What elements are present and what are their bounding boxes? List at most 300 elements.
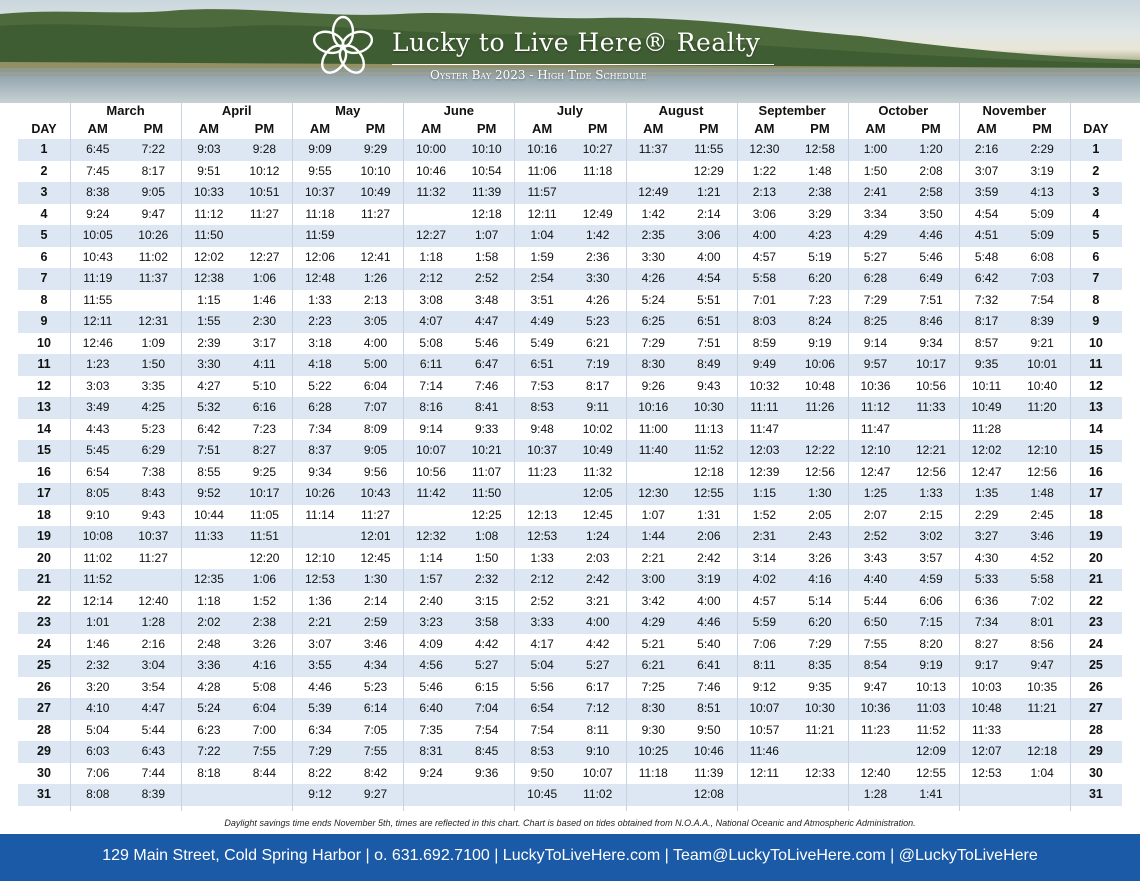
pm-time: 1:46 — [252, 292, 277, 307]
pm-time: 4:00 — [697, 249, 721, 264]
column-divider — [292, 103, 293, 811]
brand-block — [308, 12, 788, 92]
pm-time: 3:54 — [141, 679, 165, 694]
am-time: 11:52 — [83, 572, 113, 586]
pm-time: 11:21 — [1027, 701, 1057, 715]
day-number: 20 — [37, 550, 51, 565]
am-time: 5:58 — [752, 271, 777, 285]
pm-header: PM — [143, 121, 164, 136]
am-time: 1:15 — [197, 292, 221, 307]
pm-time: 8:35 — [808, 658, 832, 672]
pm-time: 12:29 — [693, 163, 724, 178]
table-row — [18, 290, 1122, 312]
pm-time: 8:46 — [919, 314, 943, 328]
am-time: 7:29 — [308, 744, 332, 758]
am-time: 10:36 — [860, 378, 891, 393]
am-time: 2:21 — [641, 550, 665, 565]
pm-time: 6:08 — [1030, 249, 1054, 264]
am-time: 1:22 — [752, 163, 777, 178]
pm-time: 9:35 — [808, 679, 832, 694]
am-time: 1:33 — [530, 550, 554, 565]
am-time: 7:06 — [86, 765, 110, 780]
table-row — [18, 354, 1122, 376]
pm-time: 9:19 — [919, 658, 943, 672]
am-time: 1:35 — [974, 486, 999, 500]
day-number: 17 — [37, 486, 51, 500]
am-time: 5:32 — [197, 400, 221, 414]
table-row — [18, 548, 1122, 570]
day-number-right: 18 — [1088, 507, 1103, 522]
day-number-right: 14 — [1088, 421, 1103, 436]
day-number: 10 — [37, 335, 51, 350]
pm-time: 1:06 — [252, 271, 277, 285]
day-number: 25 — [37, 658, 51, 672]
contact-footer — [0, 834, 1140, 881]
day-number: 13 — [37, 400, 51, 414]
table-row — [18, 333, 1122, 355]
am-time: 4:27 — [197, 378, 221, 393]
pm-time: 11:20 — [1027, 400, 1057, 414]
am-time: 3:23 — [419, 615, 443, 629]
pm-time: 2:13 — [363, 292, 388, 307]
am-time: 9:49 — [752, 357, 777, 371]
pm-time: 8:17 — [141, 163, 165, 178]
pm-time: 6:04 — [363, 378, 388, 393]
pm-time: 3:46 — [363, 636, 388, 651]
pm-time: 7:03 — [1030, 271, 1054, 285]
day-number-right: 1 — [1092, 142, 1100, 156]
pm-time: 7:05 — [363, 722, 388, 737]
pm-time: 4:42 — [586, 636, 610, 651]
pm-time: 4:23 — [808, 228, 832, 242]
am-time: 2:40 — [419, 593, 443, 608]
pm-time: 9:50 — [697, 722, 721, 737]
am-time: 11:28 — [972, 421, 1002, 436]
pm-time: 6:14 — [363, 701, 388, 715]
day-number-right: 10 — [1088, 335, 1103, 350]
am-time: 2:41 — [863, 185, 888, 199]
pm-time — [1014, 720, 1070, 742]
day-number: 2 — [40, 163, 48, 178]
pm-time: 4:34 — [363, 658, 388, 672]
pm-time: 2:15 — [919, 507, 943, 522]
am-time: 10:44 — [193, 507, 224, 522]
am-time: 12:13 — [527, 507, 558, 522]
pm-time: 7:54 — [474, 722, 499, 737]
pm-time: 11:39 — [472, 185, 502, 199]
am-time: 7:51 — [197, 443, 221, 457]
pm-time: 10:01 — [1027, 357, 1058, 371]
pm-time: 7:15 — [919, 615, 943, 629]
pm-time: 5:19 — [808, 249, 832, 264]
pm-time: 9:36 — [474, 765, 499, 780]
pm-time: 10:21 — [471, 443, 502, 457]
am-time: 11:46 — [749, 744, 779, 758]
am-time: 10:16 — [527, 142, 558, 156]
pm-time: 6:49 — [919, 271, 943, 285]
am-time: 10:57 — [749, 722, 780, 737]
pm-time: 12:33 — [804, 765, 835, 780]
am-time: 2:02 — [197, 615, 221, 629]
am-time: 12:40 — [860, 765, 891, 780]
pm-header: PM — [810, 121, 830, 136]
pm-time: 12:56 — [1027, 464, 1058, 479]
pm-time: 10:56 — [916, 378, 947, 393]
am-time — [626, 784, 682, 806]
am-time: 11:47 — [860, 421, 891, 436]
pm-time: 2:29 — [1030, 142, 1054, 156]
column-divider — [848, 103, 849, 811]
pm-time: 11:02 — [138, 249, 168, 264]
pm-time: 3:15 — [474, 593, 499, 608]
am-time: 6:28 — [308, 400, 332, 414]
am-time: 12:10 — [304, 550, 335, 565]
pm-time — [792, 784, 848, 806]
am-time: 5:22 — [308, 378, 332, 393]
am-time: 5:21 — [641, 636, 665, 651]
month-header: May — [335, 103, 361, 118]
pm-time: 11:03 — [916, 701, 946, 715]
am-time: 8:17 — [974, 314, 999, 328]
am-time: 5:04 — [86, 722, 110, 737]
pm-time: 8:42 — [363, 765, 388, 780]
day-number-right: 12 — [1088, 378, 1103, 393]
pm-time — [903, 419, 959, 441]
pm-time: 7:23 — [252, 421, 277, 436]
pm-time: 7:38 — [141, 464, 165, 479]
pm-time: 6:51 — [697, 314, 721, 328]
am-time: 9:12 — [308, 787, 332, 801]
am-time: 3:42 — [641, 593, 665, 608]
pm-time: 9:19 — [808, 335, 832, 350]
pm-time: 1:31 — [697, 507, 721, 522]
pm-time: 12:18 — [693, 464, 724, 479]
am-time: 11:18 — [305, 206, 335, 221]
pm-time: 1:26 — [363, 271, 388, 285]
am-time: 10:48 — [971, 701, 1002, 715]
am-time: 11:06 — [527, 163, 557, 178]
am-time: 7:22 — [197, 744, 221, 758]
pm-time: 12:25 — [471, 507, 502, 522]
am-time: 9:17 — [974, 658, 999, 672]
am-time: 6:54 — [530, 701, 554, 715]
day-number: 12 — [37, 378, 51, 393]
am-time: 12:47 — [860, 464, 891, 479]
pm-time: 4:00 — [363, 335, 388, 350]
pm-time: 9:47 — [1030, 658, 1054, 672]
pm-header: PM — [365, 121, 386, 136]
am-time: 9:55 — [308, 163, 332, 178]
pm-time: 3:02 — [919, 529, 943, 543]
pm-time: 2:03 — [586, 550, 610, 565]
am-time: 11:23 — [860, 722, 891, 737]
am-time: 10:32 — [749, 378, 780, 393]
pm-time: 7:29 — [808, 636, 832, 651]
day-number-right: 3 — [1092, 185, 1100, 199]
pm-time: 10:02 — [582, 421, 613, 436]
am-time: 12:49 — [638, 185, 669, 199]
pm-time: 7:51 — [697, 335, 721, 350]
table-row — [18, 784, 1122, 806]
am-time: 6:45 — [86, 142, 110, 156]
pm-time: 10:06 — [804, 357, 835, 371]
am-time: 6:36 — [974, 593, 999, 608]
pm-time — [237, 784, 293, 806]
pm-time: 1:58 — [474, 249, 499, 264]
am-header: AM — [643, 121, 664, 136]
pm-time: 10:49 — [360, 185, 391, 199]
day-number: 31 — [37, 787, 51, 801]
day-number-right: 2 — [1092, 163, 1100, 178]
am-time: 2:52 — [530, 593, 554, 608]
table-row — [18, 569, 1122, 591]
am-time: 8:25 — [863, 314, 888, 328]
am-time: 9:14 — [419, 421, 443, 436]
pm-time: 12:55 — [693, 486, 724, 500]
am-time: 10:05 — [82, 228, 113, 242]
day-number-right: 23 — [1088, 615, 1103, 629]
pm-time: 11:51 — [249, 529, 279, 543]
pm-time: 12:56 — [804, 464, 835, 479]
pm-time: 5:44 — [141, 722, 165, 737]
am-time: 3:06 — [752, 206, 777, 221]
am-time: 10:49 — [971, 400, 1002, 414]
am-time: 3:00 — [641, 572, 665, 586]
am-time: 5:04 — [530, 658, 554, 672]
am-time: 12:30 — [638, 486, 669, 500]
am-time: 1:46 — [86, 636, 110, 651]
am-time: 9:57 — [863, 357, 888, 371]
am-time — [292, 526, 348, 548]
am-time: 2:32 — [86, 658, 110, 672]
day-number-right: 9 — [1092, 314, 1100, 328]
table-row — [18, 376, 1122, 398]
table-row — [18, 247, 1122, 269]
table-row — [18, 204, 1122, 226]
am-time: 3:43 — [863, 550, 888, 565]
am-time: 9:09 — [308, 142, 332, 156]
am-time: 8:18 — [197, 765, 221, 780]
pm-time: 11:32 — [583, 464, 613, 479]
am-time: 12:53 — [527, 529, 558, 543]
pm-time — [126, 569, 182, 591]
am-header: AM — [309, 121, 331, 136]
day-number: 21 — [37, 572, 51, 586]
am-time: 4:10 — [86, 701, 110, 715]
table-row — [18, 182, 1122, 204]
am-time: 2:39 — [197, 335, 221, 350]
am-time: 3:49 — [86, 400, 110, 414]
pm-time: 10:26 — [138, 228, 169, 242]
am-time: 8:05 — [86, 486, 110, 500]
table-row — [18, 591, 1122, 613]
am-time: 12:11 — [527, 206, 557, 221]
pm-time: 3:26 — [808, 550, 832, 565]
am-time: 4:46 — [308, 679, 332, 694]
am-time: 1:04 — [530, 228, 554, 242]
brand-name: Lucky to Live Here® Realty — [392, 28, 761, 57]
table-row — [18, 483, 1122, 505]
am-time: 3:33 — [530, 615, 554, 629]
am-time: 10:56 — [416, 464, 447, 479]
pm-time: 1:08 — [474, 529, 499, 543]
pm-time: 4:54 — [697, 271, 721, 285]
header-banner — [0, 0, 1140, 103]
day-number: 9 — [40, 314, 48, 328]
am-time: 4:29 — [641, 615, 665, 629]
pm-time: 1:09 — [141, 335, 165, 350]
pm-time: 2:58 — [919, 185, 943, 199]
pm-time: 12:49 — [582, 206, 613, 221]
table-row — [18, 440, 1122, 462]
column-divider — [403, 103, 404, 811]
am-time: 12:53 — [971, 765, 1002, 780]
pm-time: 5:40 — [697, 636, 721, 651]
am-time: 8:16 — [419, 400, 443, 414]
pm-time: 4:42 — [474, 636, 499, 651]
pm-time: 4:47 — [474, 314, 499, 328]
am-time: 1:18 — [419, 249, 443, 264]
pm-time: 10:17 — [249, 486, 280, 500]
am-time: 12:06 — [304, 249, 335, 264]
am-time: 9:24 — [86, 206, 110, 221]
pm-time: 10:51 — [249, 185, 280, 199]
am-time: 3:51 — [530, 292, 554, 307]
day-number-right: 6 — [1092, 249, 1100, 264]
am-time: 12:02 — [971, 443, 1002, 457]
pm-time: 8:01 — [1030, 615, 1054, 629]
am-time: 1:50 — [863, 163, 888, 178]
pm-time: 2:14 — [363, 593, 388, 608]
am-time: 5:08 — [419, 335, 443, 350]
am-time: 10:33 — [193, 185, 224, 199]
pm-time: 4:11 — [253, 357, 276, 371]
am-time: 6:28 — [863, 271, 888, 285]
pm-time: 2:52 — [474, 271, 499, 285]
pm-time: 7:23 — [808, 292, 832, 307]
pm-time: 2:42 — [586, 572, 610, 586]
am-time: 10:16 — [638, 400, 669, 414]
pm-time: 4:26 — [586, 292, 610, 307]
am-time: 11:40 — [638, 443, 668, 457]
pm-header: PM — [476, 121, 497, 136]
column-divider — [737, 103, 738, 811]
am-time: 9:14 — [863, 335, 888, 350]
am-header: AM — [198, 121, 219, 136]
day-number-right: 13 — [1088, 400, 1103, 414]
pm-time: 5:46 — [474, 335, 499, 350]
pm-time — [792, 419, 848, 441]
pm-time: 2:05 — [808, 507, 832, 522]
pm-time: 11:02 — [583, 787, 613, 801]
am-time: 1:14 — [419, 550, 443, 565]
pm-time: 12:27 — [249, 249, 280, 264]
table-row — [18, 677, 1122, 699]
pm-time: 12:01 — [360, 529, 391, 543]
pm-time: 3:17 — [252, 335, 277, 350]
pm-time: 3:30 — [586, 271, 610, 285]
pm-time — [459, 784, 515, 806]
pm-time: 11:37 — [138, 271, 168, 285]
pm-time: 8:49 — [697, 357, 721, 371]
am-time — [626, 462, 682, 484]
am-time — [959, 784, 1015, 806]
am-time: 3:20 — [86, 679, 110, 694]
pm-time: 7:54 — [1030, 292, 1054, 307]
am-time: 7:29 — [863, 292, 888, 307]
day-number-right: 27 — [1088, 701, 1103, 715]
pm-time: 11:21 — [805, 722, 835, 737]
am-time: 11:18 — [638, 765, 668, 780]
pm-time: 11:27 — [360, 507, 391, 522]
pm-time: 6:41 — [697, 658, 721, 672]
am-time: 6:21 — [641, 658, 665, 672]
am-time: 11:50 — [194, 228, 224, 242]
pm-time: 8:41 — [474, 400, 499, 414]
day-number: 3 — [40, 185, 48, 199]
pm-time: 2:14 — [697, 206, 721, 221]
pm-time: 12:55 — [916, 765, 947, 780]
am-time: 6:42 — [197, 421, 221, 436]
am-time: 2:35 — [641, 228, 665, 242]
am-time: 12:47 — [971, 464, 1002, 479]
am-time: 3:36 — [197, 658, 221, 672]
am-time: 11:33 — [194, 529, 224, 543]
pm-time: 4:16 — [252, 658, 277, 672]
am-time: 4:18 — [308, 357, 332, 371]
am-time: 11:32 — [416, 185, 446, 199]
pm-header: PM — [254, 121, 275, 136]
pm-time: 9:33 — [474, 421, 499, 436]
am-time: 9:52 — [197, 486, 221, 500]
am-time: 1:28 — [863, 787, 888, 801]
pm-time: 6:47 — [474, 357, 499, 371]
am-time: 6:03 — [86, 744, 110, 758]
am-time: 9:03 — [197, 142, 221, 156]
pm-time: 10:35 — [1027, 679, 1058, 694]
am-time: 3:18 — [308, 335, 332, 350]
day-number-right: 30 — [1088, 765, 1103, 780]
pm-time: 2:32 — [474, 572, 499, 586]
day-number: 29 — [37, 744, 51, 758]
am-time: 9:48 — [530, 421, 554, 436]
am-time: 3:30 — [641, 249, 665, 264]
pm-time: 12:41 — [360, 249, 391, 264]
am-time: 7:29 — [641, 335, 665, 350]
am-time: 2:31 — [752, 529, 777, 543]
pm-time: 11:52 — [694, 443, 724, 457]
am-time: 10:37 — [527, 443, 558, 457]
day-number: 23 — [37, 615, 51, 629]
pm-time: 11:27 — [360, 206, 391, 221]
pm-time: 7:19 — [586, 357, 610, 371]
pm-time: 9:11 — [586, 400, 609, 414]
am-time: 9:24 — [419, 765, 443, 780]
pm-time: 12:20 — [249, 550, 280, 565]
am-time: 9:12 — [752, 679, 777, 694]
am-time: 12:14 — [82, 593, 113, 608]
pm-time: 7:04 — [474, 701, 499, 715]
am-time: 10:25 — [638, 744, 669, 758]
am-time: 8:57 — [974, 335, 999, 350]
pm-time: 3:19 — [1030, 163, 1054, 178]
month-header: April — [221, 103, 252, 118]
am-time: 11:55 — [83, 292, 113, 307]
pm-time: 3:35 — [141, 378, 165, 393]
am-time: 1:23 — [86, 357, 110, 371]
pm-time: 5:23 — [586, 314, 610, 328]
pm-time — [1014, 784, 1070, 806]
